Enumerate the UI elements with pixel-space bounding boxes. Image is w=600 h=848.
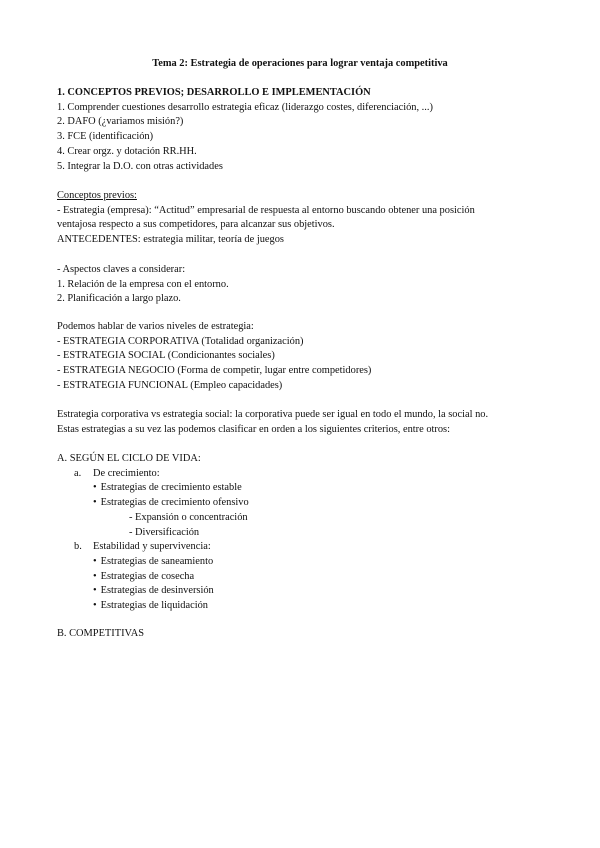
nested-item: - Expansión o concentración: [129, 511, 248, 523]
aspectos-heading: - Aspectos claves a considerar:: [57, 264, 186, 275]
list-item: - ESTRATEGIA SOCIAL (Condicionantes sociales): [57, 350, 275, 362]
list-item: - ESTRATEGIA NEGOCIO (Forma de competir, lugar entre competidores): [57, 365, 372, 377]
competitivas-heading: B. COMPETITIVAS: [57, 628, 144, 639]
sublist-label: De crecimiento:: [93, 467, 160, 479]
definition-line: ventajosa respecto a sus competidores, para alcanzar sus objetivos.: [57, 219, 335, 231]
list-item: 5. Integrar la D.O. con otras actividades: [57, 160, 223, 172]
definition-line: - Estrategia (empresa): “Actitud” empresarial de respuesta al entorno buscando obtener una posición: [57, 204, 475, 216]
nested-item: - Diversificación: [129, 526, 200, 538]
page-title: Tema 2: Estrategia de operaciones para lograr ventaja competitiva: [152, 58, 448, 69]
list-marker: b.: [74, 541, 82, 553]
competitivas-block: [57, 627, 557, 642]
bullet-item: • Estrategias de liquidación: [57, 599, 557, 614]
list-item: 1. Relación de la empresa con el entorno.: [57, 278, 229, 290]
ciclo-vida-heading: A. SEGÚN EL CICLO DE VIDA:: [57, 453, 201, 464]
bullet-item: • Estrategias de desinversión: [57, 584, 557, 599]
list-item: 2. Planificación a largo plazo.: [57, 293, 181, 305]
section-conceptos-previos: [57, 86, 557, 174]
ciclo-vida-block: [57, 452, 557, 614]
list-item: 2. DAFO (¿variamos misión?): [57, 116, 184, 128]
list-item: 1. Comprender cuestiones desarrollo estrategia eficaz (liderazgo costes, diferenciación, ...): [57, 101, 433, 113]
niveles-block: [57, 320, 557, 394]
aspectos-block: [57, 263, 557, 307]
paragraph-line: Estas estrategias a su vez las podemos clasificar en orden a los siguientes criterios, entre otros:: [57, 423, 450, 435]
subsection-heading: Conceptos previos:: [57, 190, 137, 201]
niveles-heading: Podemos hablar de varios niveles de estrategia:: [57, 321, 254, 332]
comparacion-block: [57, 408, 557, 437]
sublist-label: Estabilidad y supervivencia:: [93, 541, 211, 553]
bullet-item: • Estrategias de crecimiento ofensivo: [57, 496, 557, 511]
sublist-a: [57, 467, 557, 482]
section-heading: 1. CONCEPTOS PREVIOS; DESARROLLO E IMPLEMENTACIÓN: [57, 87, 371, 98]
antecedentes-line: ANTECEDENTES: estrategia militar, teoría de juegos: [57, 234, 284, 246]
list-item: 3. FCE (identificación): [57, 131, 154, 143]
bullet-item: • Estrategias de crecimiento estable: [57, 481, 557, 496]
paragraph-line: Estrategia corporativa vs estrategia social: la corporativa puede ser igual en todo el mundo, la social no.: [57, 409, 489, 420]
sublist-b: [57, 540, 557, 555]
list-item: 4. Crear orgz. y dotación RR.HH.: [57, 145, 197, 157]
list-item: - ESTRATEGIA CORPORATIVA (Totalidad organización): [57, 335, 304, 347]
bullet-item: • Estrategias de saneamiento: [57, 555, 557, 570]
bullet-item: • Estrategias de cosecha: [57, 570, 557, 585]
list-marker: a.: [74, 467, 82, 479]
list-item: - ESTRATEGIA FUNCIONAL (Empleo capacidades): [57, 379, 283, 391]
conceptos-block: [57, 189, 557, 248]
